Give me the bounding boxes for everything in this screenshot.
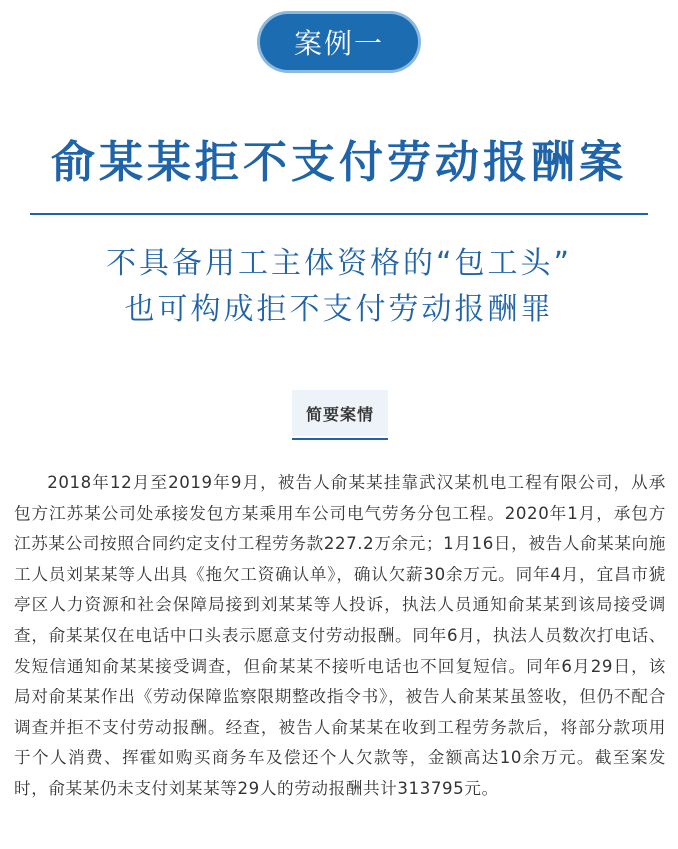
page-title: 俞某某拒不支付劳动报酬案 (51, 137, 627, 188)
case-summary-paragraph: 2018年12月至2019年9月，被告人俞某某挂靠武汉某机电工程有限公司，从承包方江苏某公司处承接发包方某乘用车公司电气劳务分包工程。2020年1月，承包方江苏某公司按照合同约定支付工程劳务款227.2万余元；1月16日，被告人俞某某向施工人员刘某某等人出具《拖欠工资确认单》，确认欠薪30余万元。同年4月，宜昌市猇亭区人力资源和社会保障局接到刘某某等人投诉，执法人员通知俞某某到该局接受调查，俞某某仅在电话中口头表示愿意支付劳动报酬。同年6月，执法人员数次打电话、发短信通知俞某某接受调查，但俞某某不接听电话也不回复短信。同年6月29日，该局对俞某某作出《劳动保障监察限期整改指令书》，被告人俞某某虽签收，但仍不配合调查并拒不支付劳动报酬。经查，被告人俞某某在收到工程劳务款后，将部分款项用于个人消费、挥霍如购买商务车及偿还个人欠款等，金额高达10余万元。截至案发时，俞某某仍未支付刘某某等29人的劳动报酬共计313795元。 (14, 473, 666, 798)
title-divider (30, 213, 648, 215)
case-badge-label: 案例一 (293, 27, 384, 60)
section-heading-label: 简要案情 (305, 404, 374, 424)
section-underline (292, 438, 388, 440)
subtitle-line-1: 不具备用工主体资格的“包工头” (105, 246, 573, 281)
section-heading (292, 390, 388, 436)
case-badge (260, 14, 418, 70)
subtitle-line-2: 也可构成拒不支付劳动报酬罪 (124, 292, 554, 327)
